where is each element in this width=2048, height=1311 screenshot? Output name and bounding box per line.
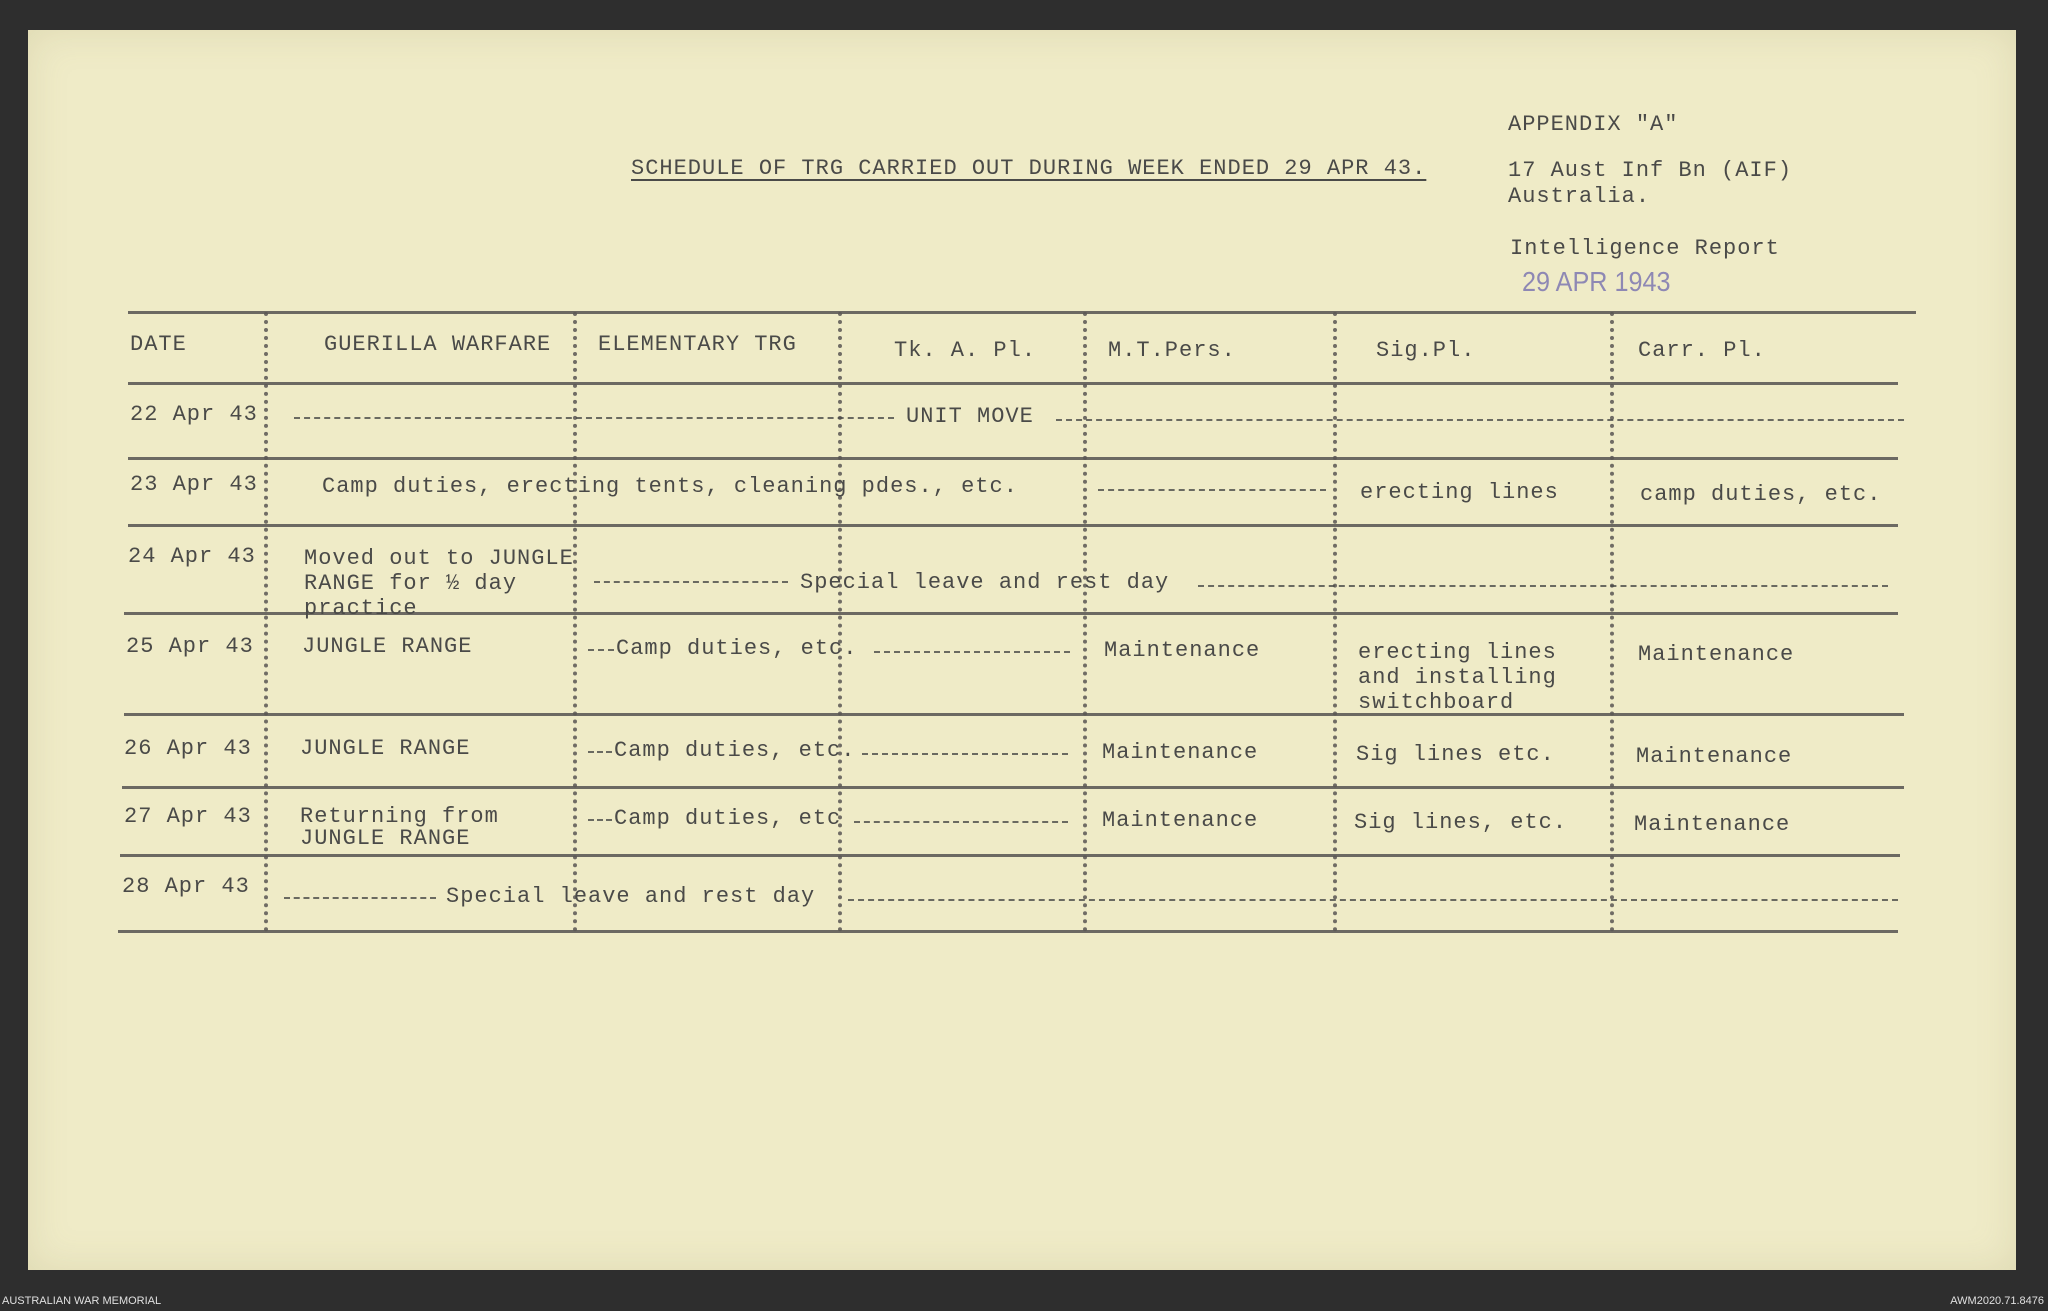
column-header-guerilla: GUERILLA WARFARE: [324, 332, 552, 357]
row-elementary: Camp duties, etc: [614, 806, 842, 831]
footer-institution: AUSTRALIAN WAR MEMORIAL: [2, 1295, 162, 1307]
row-date: 23 Apr 43: [130, 472, 258, 497]
dash-line: [862, 753, 1068, 755]
schedule-title: SCHEDULE OF TRG CARRIED OUT DURING WEEK ENDED 29 APR 43.: [631, 156, 1427, 181]
column-header-mt: M.T.Pers.: [1108, 338, 1236, 363]
appendix-label: APPENDIX "A": [1508, 112, 1679, 137]
row-date: 22 Apr 43: [130, 402, 258, 427]
row-sig: erecting lines and installing switchboard: [1358, 640, 1557, 715]
row-rule: [128, 457, 1898, 460]
row-rule: [120, 854, 1900, 857]
column-header-carr: Carr. Pl.: [1638, 338, 1766, 363]
unit-location: Australia.: [1508, 184, 1651, 209]
table-top-rule: [128, 311, 1916, 314]
row-date: 28 Apr 43: [122, 874, 250, 899]
row-date: 25 Apr 43: [126, 634, 254, 659]
row-mt: Maintenance: [1102, 740, 1259, 765]
column-separator: [1333, 312, 1337, 932]
column-header-sig: Sig.Pl.: [1376, 338, 1476, 363]
dash-line: [1056, 419, 1904, 421]
dash-line: [588, 649, 614, 651]
row-guerilla: Moved out to JUNGLE RANGE for ½ day practice: [304, 546, 574, 621]
unit-name: 17 Aust Inf Bn (AIF): [1508, 158, 1793, 183]
row-mt: Maintenance: [1104, 638, 1261, 663]
row-span-text: Special leave and rest day: [446, 884, 816, 909]
row-span-text: UNIT MOVE: [906, 404, 1034, 429]
row-sig: erecting lines: [1360, 480, 1559, 505]
row-elementary: Camp duties, etc.: [614, 738, 856, 763]
row-rule: [128, 382, 1898, 385]
dash-line: [594, 581, 788, 583]
column-header-tka: Tk. A. Pl.: [894, 338, 1037, 363]
dash-line: [588, 819, 612, 821]
column-separator: [838, 312, 842, 932]
column-separator: [573, 312, 577, 932]
footer-accession: AWM2020.71.8476: [1950, 1295, 2044, 1307]
row-rule: [128, 524, 1898, 527]
row-sig: Sig lines etc.: [1356, 742, 1555, 767]
row-date: 24 Apr 43: [128, 544, 256, 569]
row-carr: Maintenance: [1636, 744, 1793, 769]
row-span-text: Special leave and rest day: [800, 570, 1170, 595]
table-bottom-rule: [118, 930, 1898, 933]
report-label: Intelligence Report: [1510, 236, 1780, 261]
row-span-text: Camp duties, erecting tents, cleaning pdes., etc.: [322, 474, 1018, 499]
row-carr: camp duties, etc.: [1640, 482, 1882, 507]
dash-line: [848, 899, 1898, 901]
date-stamp: 29 APR 1943: [1522, 266, 1671, 297]
row-guerilla: JUNGLE RANGE: [300, 736, 471, 761]
column-separator: [1610, 312, 1614, 932]
dash-line: [284, 897, 436, 899]
row-mt: Maintenance: [1102, 808, 1259, 833]
row-rule: [122, 786, 1904, 789]
row-elementary: Camp duties, etc.: [616, 636, 858, 661]
row-carr: Maintenance: [1634, 812, 1791, 837]
dash-line: [588, 751, 612, 753]
column-separator: [1083, 312, 1087, 932]
row-rule: [124, 713, 1904, 716]
dash-line: [874, 651, 1070, 653]
dash-line: [1198, 585, 1888, 587]
dash-line: [854, 821, 1068, 823]
row-guerilla: Returning from JUNGLE RANGE: [300, 804, 499, 851]
dash-line: [294, 417, 894, 419]
dash-line: [1098, 489, 1326, 491]
column-separator: [264, 312, 268, 932]
column-header-elementary: ELEMENTARY TRG: [598, 332, 797, 357]
document-sheet: [28, 30, 2016, 1270]
row-carr: Maintenance: [1638, 642, 1795, 667]
row-guerilla: JUNGLE RANGE: [302, 634, 473, 659]
row-sig: Sig lines, etc.: [1354, 810, 1568, 835]
row-date: 26 Apr 43: [124, 736, 252, 761]
column-header-date: DATE: [130, 332, 187, 357]
row-date: 27 Apr 43: [124, 804, 252, 829]
